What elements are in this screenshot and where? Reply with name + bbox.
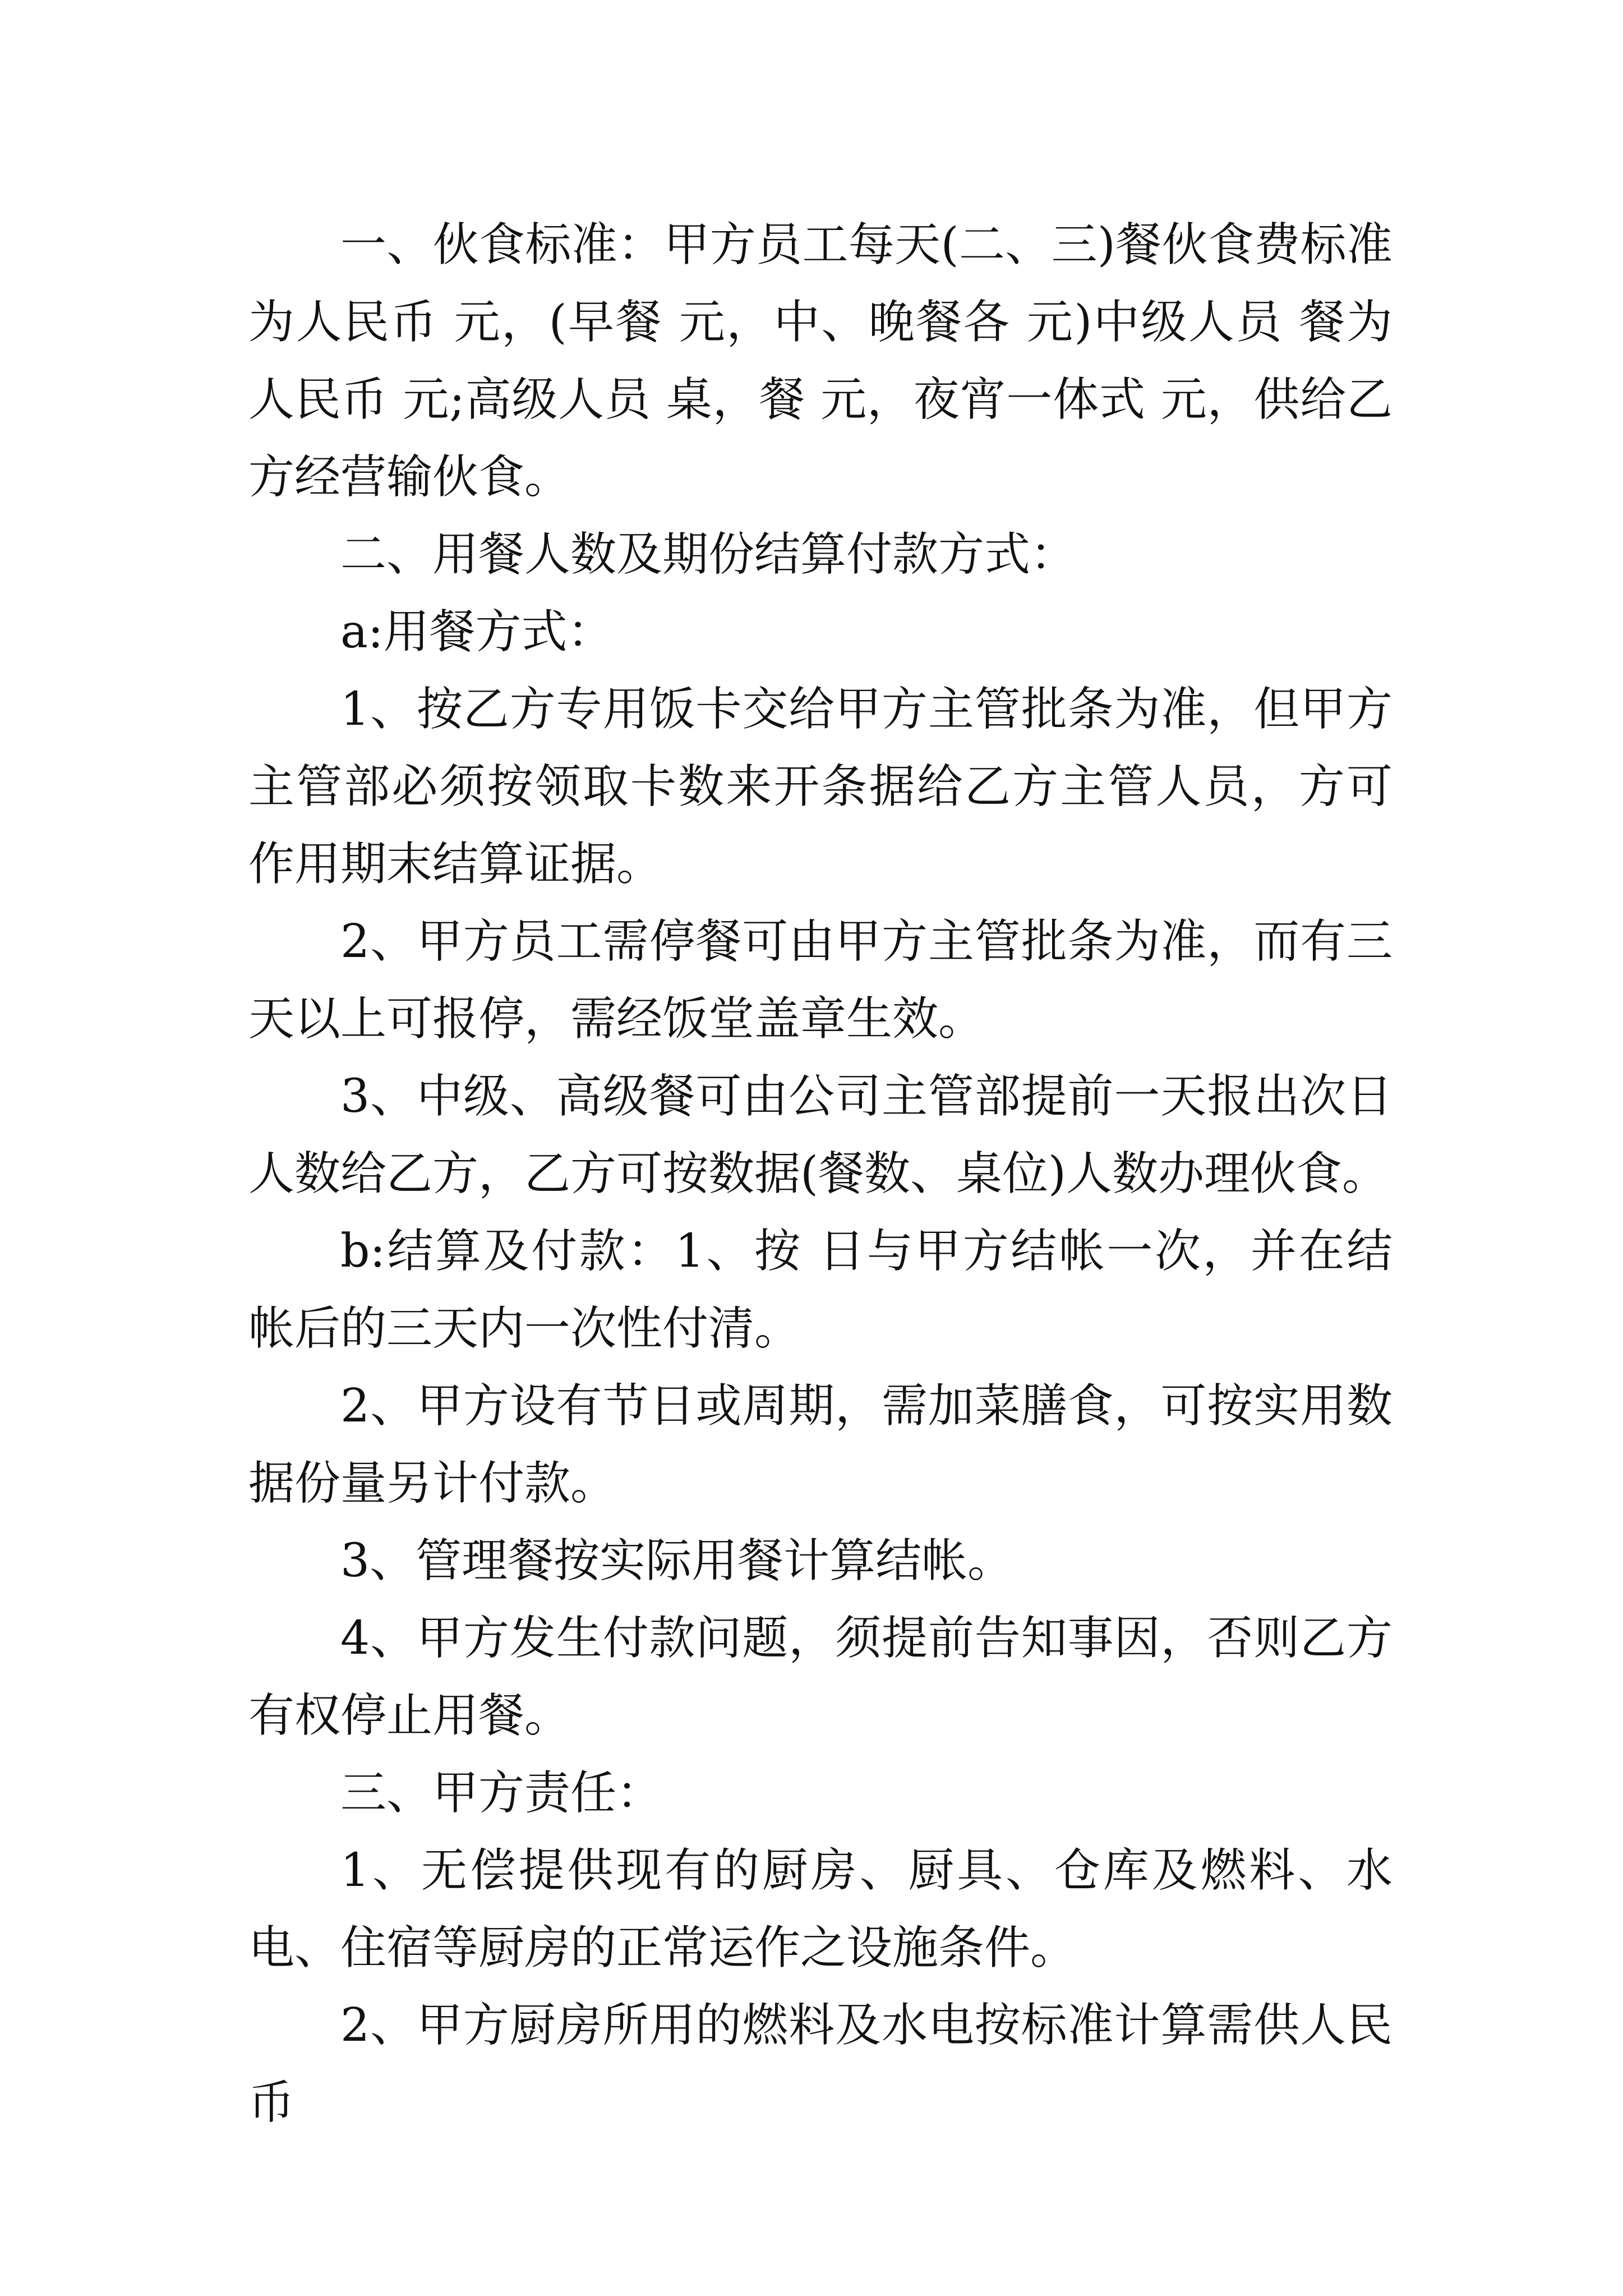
document-body [248,206,1393,2142]
paragraph-section-three-heading: 三、甲方责任： [340,1766,663,1820]
paragraph-party-a-item-1: 1、无偿提供现有的厨房、厨具、仓库及燃料、水电、住宿等厨房的正常运作之设施条件。 [248,1844,1393,1975]
paragraph-settlement-item-2: 2、甲方设有节日或周期，需加菜膳食，可按实用数据份量另计付款。 [248,1379,1393,1510]
paragraph-dining-method-item-2: 2、甲方员工需停餐可由甲方主管批条为准，而有三天以上可报停，需经饭堂盖章生效。 [248,915,1393,1046]
paragraph-meal-standard: 一、伙食标准：甲方员工每天(二、三)餐伙食费标准为人民币 元，(早餐 元，中、晚餐各 元)中级人员 餐为人民币 元;高级人员 桌，餐 元，夜宵一体式 元，供给乙方经营输伙食。 [248,218,1393,504]
paragraph-settlement-item-1: b:结算及付款：1、按 日与甲方结帐一次，并在结帐后的三天内一次性付清。 [248,1225,1393,1355]
paragraph-dining-method-item-1: 1、按乙方专用饭卡交给甲方主管批条为准，但甲方主管部必须按领取卡数来开条据给乙方主管人员，方可作用期末结算证据。 [248,683,1393,891]
paragraph-settlement-item-3: 3、管理餐按实际用餐计算结帐。 [340,1534,1014,1588]
paragraph-section-two-heading: 二、用餐人数及期份结算付款方式： [340,528,1077,581]
paragraph-settlement-item-4: 4、甲方发生付款问题，须提前告知事因，否则乙方有权停止用餐。 [248,1612,1393,1742]
paragraph-dining-method-heading: a:用餐方式： [340,605,614,659]
paragraph-party-a-item-2: 2、甲方厨房所用的燃料及水电按标准计算需供人民币 [248,1999,1393,2129]
paragraph-dining-method-item-3: 3、中级、高级餐可由公司主管部提前一天报出次日人数给乙方，乙方可按数据(餐数、桌位)人数办理伙食。 [248,1070,1393,1200]
